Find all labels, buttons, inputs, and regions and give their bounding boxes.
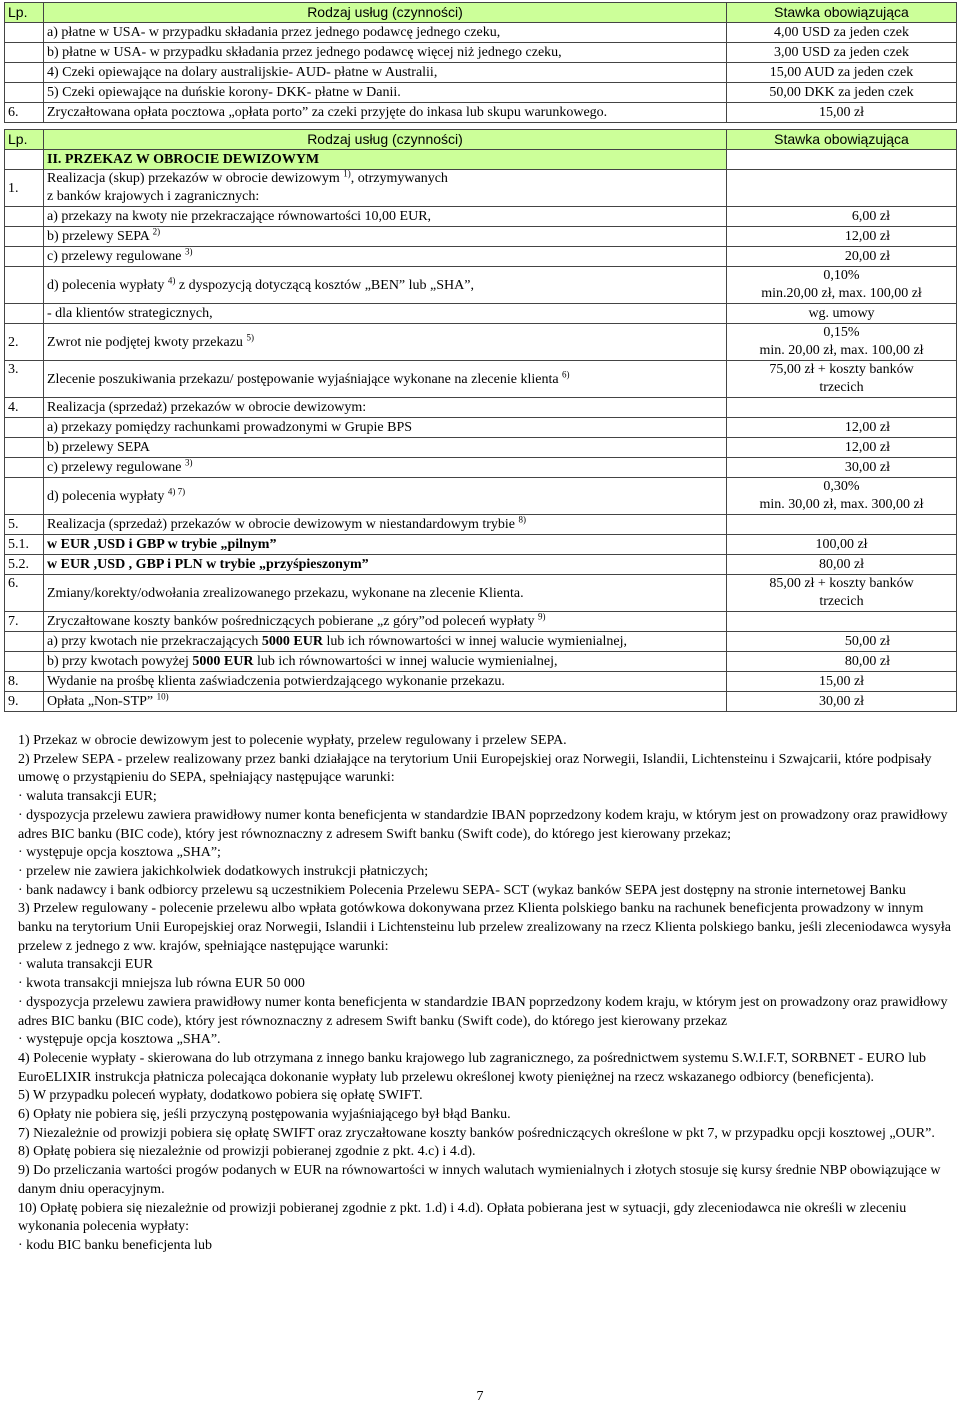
rate-cell: wg. umowy — [727, 304, 957, 324]
footnote: · bank nadawcy i bank odbiorcy przelewu są uczestnikiem Polecenia Przelewu SEPA- SCT (wykaz banków SEPA jest dostępny na stronie internetowej Banku — [18, 882, 906, 898]
section-title: II. PRZEKAZ W OBROCIE DEWIZOWYM — [44, 150, 727, 170]
rate-cell: 50,00 zł — [727, 632, 957, 652]
service-cell: Opłata „Non-STP” $^{10)}$ — [44, 692, 727, 712]
service-cell: Realizacja (skup) przekazów w obrocie dewizowym $^{1)}$, otrzymywanych z banków krajowych i zagranicznych: — [44, 170, 727, 207]
service-cell: d) polecenia wypłaty $^{4) 7)}$ — [44, 478, 727, 515]
footnote: 5) W przypadku poleceń wypłaty, dodatkowo pobiera się opłatę SWIFT. — [18, 1088, 423, 1104]
table-row — [5, 83, 957, 103]
rate-cell: 12,00 zł — [727, 418, 957, 438]
footnote: · waluta transakcji EUR; — [18, 789, 157, 805]
header-service: Rodzaj usług (czynności) — [44, 3, 727, 23]
table-header-row — [5, 130, 957, 150]
footnote: · dyspozycja przelewu zawiera prawidłowy numer konta beneficjenta w standardzie IBAN poprzedzony kodem kraju, w którym jest on prowadzony oraz prawidłowy adres BIC banku (BIC code), który jest równoznaczny z adresem Swift banku (Swift code), do którego jest kierowany przekaz — [18, 994, 948, 1029]
service-cell: a) przy kwotach nie przekraczających 5000 EUR lub ich równowartości w innej walucie wymienialnej, — [44, 632, 727, 652]
table-header-row — [5, 3, 957, 23]
table-row: 7. Zryczałtowane koszty banków pośredniczących pobierane „z góry”od poleceń wypłaty $^{9)}$ — [5, 612, 957, 632]
table-row: 1. Realizacja (skup) przekazów w obrocie dewizowym $^{1)}$, otrzymywanych z banków krajowych i zagranicznych: — [5, 170, 957, 207]
footnote: 7) Niezależnie od prowizji pobiera się opłatę SWIFT oraz zryczałtowane koszty banków pośredniczących określone w pkt 7, w przypadku opcji kosztowej „OUR”. — [18, 1125, 935, 1141]
rate-cell: 80,00 zł — [727, 555, 957, 575]
rate-cell: 85,00 zł + koszty banków trzecich — [727, 575, 957, 612]
service-cell: 4) Czeki opiewające na dolary australijskie- AUD- płatne w Australii, — [44, 63, 727, 83]
footnote: · przelew nie zawiera jakichkolwiek dodatkowych instrukcji płatniczych; — [18, 863, 429, 879]
header-lp: Lp. — [5, 130, 44, 150]
service-cell: a) przekazy pomiędzy rachunkami prowadzonymi w Grupie BPS — [44, 418, 727, 438]
service-cell: Zryczałtowane koszty banków pośredniczących pobierane „z góry”od poleceń wypłaty $^{9)}$ — [44, 612, 727, 632]
service-cell: b) przy kwotach powyżej 5000 EUR lub ich równowartości w innej walucie wymienialnej, — [44, 652, 727, 672]
table-row — [5, 207, 957, 227]
page-number: 7 — [476, 1389, 484, 1404]
footnote: 8) Opłatę pobiera się niezależnie od prowizji pobieranej zgodnie z pkt. 4.c) i 4.d). — [18, 1144, 476, 1160]
rate-cell: 75,00 zł + koszty banków trzecich — [727, 361, 957, 398]
footnote: 2) Przelew SEPA - przelew realizowany przez banki działające na terytorium Unii Europejskiej oraz Norwegii, Islandii, Lichtensteinu i Szwajcarii, które podpisały umowę o przystąpieniu do SEPA, spełniający następujące warunki: — [18, 751, 932, 786]
table-row: 5. Realizacja (sprzedaż) przekazów w obrocie dewizowym w niestandardowym trybie $^{8)}$ — [5, 515, 957, 535]
section-row — [5, 150, 957, 170]
table-row — [5, 438, 957, 458]
footnote: · kwota transakcji mniejsza lub równa EUR 50 000 — [18, 976, 305, 992]
rate-cell: 100,00 zł — [727, 535, 957, 555]
service-cell: w EUR ,USD , GBP i PLN w trybie „przyśpieszonym” — [44, 555, 727, 575]
footnote: 9) Do przeliczania wartości progów podanych w EUR na równowartości w innych walutach wymienialnych i złotych stosuje się kursy średnie NBP obowiązujące w danym dniu operacyjnym. — [18, 1163, 941, 1197]
rate-cell: 12,00 zł — [727, 438, 957, 458]
table-row — [5, 43, 957, 63]
footnote: 10) Opłatę pobiera się niezależnie od prowizji pobieranej zgodnie z pkt. 1.d) i 4.d). Opłata pobierana jest w sytuacji, gdy zleceniodawca nie określi w zleceniu wykonania polecenia wypłaty: — [18, 1200, 907, 1235]
header-rate: Stawka obowiązująca — [727, 130, 957, 150]
service-cell: Realizacja (sprzedaż) przekazów w obrocie dewizowym: — [44, 398, 727, 418]
table-row: 4. Realizacja (sprzedaż) przekazów w obrocie dewizowym: — [5, 398, 957, 418]
rate-cell: 0,10% min.20,00 zł, max. 100,00 zł — [727, 267, 957, 304]
rate-cell: 12,00 zł — [727, 227, 957, 247]
table-row: 3. Zlecenie poszukiwania przekazu/ postępowanie wyjaśniające wykonane na zlecenie klienta $^{6)}$ 75,00 zł + koszty banków trzecich — [5, 361, 957, 398]
rate-cell: 3,00 USD za jeden czek — [727, 43, 957, 63]
table-row: 6. Zmiany/korekty/odwołania zrealizowanego przekazu, wykonane na zlecenie Klienta. 85,00 zł + koszty banków trzecich — [5, 575, 957, 612]
header-service: Rodzaj usług (czynności) — [44, 130, 727, 150]
service-cell: w EUR ,USD i GBP w trybie „pilnym” — [44, 535, 727, 555]
fee-table-cheques — [4, 2, 957, 123]
service-cell: b) przelewy SEPA — [44, 438, 727, 458]
table-row — [5, 227, 957, 247]
service-cell: Zlecenie poszukiwania przekazu/ postępowanie wyjaśniające wykonane na zlecenie klienta $^{6)}$ — [44, 361, 727, 398]
service-cell: d) polecenia wypłaty $^{4)}$ z dyspozycją dotyczącą kosztów „BEN” lub „SHA”, — [44, 267, 727, 304]
rate-cell: 0,30% min. 30,00 zł, max. 300,00 zł — [727, 478, 957, 515]
table-row — [5, 23, 957, 43]
rate-cell: 0,15% min. 20,00 zł, max. 100,00 zł — [727, 324, 957, 361]
service-cell: Realizacja (sprzedaż) przekazów w obrocie dewizowym w niestandardowym trybie $^{8)}$ — [44, 515, 727, 535]
fee-table-transfers — [4, 129, 957, 712]
table-row — [5, 458, 957, 478]
table-row: 2. Zwrot nie podjętej kwoty przekazu $^{5)}$ 0,15% min. 20,00 zł, max. 100,00 zł — [5, 324, 957, 361]
header-lp: Lp. — [5, 3, 44, 23]
table-row — [5, 478, 957, 515]
rate-cell: 15,00 zł — [727, 672, 957, 692]
service-cell: b) płatne w USA- w przypadku składania przez jednego podawcę więcej niż jednego czeku, — [44, 43, 727, 63]
service-cell: 5) Czeki opiewające na duńskie korony- DKK- płatne w Danii. — [44, 83, 727, 103]
rate-cell: 30,00 zł — [727, 692, 957, 712]
service-cell: b) przelewy SEPA $^{2)}$ — [44, 227, 727, 247]
service-cell: Zmiany/korekty/odwołania zrealizowanego przekazu, wykonane na zlecenie Klienta. — [44, 575, 727, 612]
footnote: · występuje opcja kosztowa „SHA”; — [18, 845, 221, 861]
table-row — [5, 418, 957, 438]
service-cell: a) przekazy na kwoty nie przekraczające równowartości 10,00 EUR, — [44, 207, 727, 227]
footnote: · dyspozycja przelewu zawiera prawidłowy numer konta beneficjenta w standardzie IBAN poprzedzony kodem kraju, w którym jest on prowadzony oraz prawidłowy adres BIC banku (BIC code), który jest równoznaczny z adresem Swift banku (Swift code), do którego jest kierowany przekaz; — [18, 807, 948, 842]
footnote: · waluta transakcji EUR — [18, 957, 153, 973]
service-cell: Wydanie na prośbę klienta zaświadczenia potwierdzającego wykonanie przekazu. — [44, 672, 727, 692]
service-cell: Zwrot nie podjętej kwoty przekazu $^{5)}$ — [44, 324, 727, 361]
rate-cell: 4,00 USD za jeden czek — [727, 23, 957, 43]
footnote: 1) Przekaz w obrocie dewizowym jest to polecenie wypłaty, przelew regulowany i przelew SEPA. — [18, 733, 567, 748]
footnote: 4) Polecenie wypłaty - skierowana do lub otrzymana z innego banku krajowego lub zagranicznego, za pośrednictwem systemu S.W.I.F.T, SORBNET - EURO lub EuroELIXIR instrukcja płatnicza polecająca dokonanie wypłaty lub przelewu określonej kwoty pieniężnej na rzecz wskazanego odbiorcy (beneficjenta). — [18, 1050, 927, 1085]
service-cell: - dla klientów strategicznych, — [44, 304, 727, 324]
service-cell: Zryczałtowana opłata pocztowa „opłata porto” za czeki przyjęte do inkasa lub skupu warunkowego. — [44, 103, 727, 123]
table-row — [5, 652, 957, 672]
rate-cell: 30,00 zł — [727, 458, 957, 478]
footnote: · kodu BIC banku beneficjenta lub — [18, 1237, 213, 1253]
footnote: 6) Opłaty nie pobiera się, jeśli przyczyną postępowania wyjaśniającego był błąd Banku. — [18, 1107, 511, 1123]
table-row: 9. Opłata „Non-STP” $^{10)}$ 30,00 zł — [5, 692, 957, 712]
rate-cell: 80,00 zł — [727, 652, 957, 672]
table-row — [5, 632, 957, 652]
service-cell: c) przelewy regulowane $^{3)}$ — [44, 458, 727, 478]
footnote: · występuje opcja kosztowa „SHA”. — [18, 1032, 221, 1048]
table-row: 8. Wydanie na prośbę klienta zaświadczenia potwierdzającego wykonanie przekazu. 15,00 zł — [5, 672, 957, 692]
table-row — [5, 304, 957, 324]
footnotes — [18, 732, 952, 1256]
rate-cell: 15,00 AUD za jeden czek — [727, 63, 957, 83]
table-row — [5, 63, 957, 83]
table-row: 6. Zryczałtowana opłata pocztowa „opłata porto” za czeki przyjęte do inkasa lub skupu warunkowego. 15,00 zł — [5, 103, 957, 123]
footnote: 3) Przelew regulowany - polecenie przelewu albo wpłata gotówkowa dokonywana przez Klienta polskiego banku na rachunek beneficjenta prowadzony w innym banku na terytorium Unii Europejskiej oraz Norwegii, Islandii i Lichtensteinu lub przelew zrealizowany na rzecz Klienta polskiego banku, jeśli zleceniodawca wysyła przelew z jednego z ww. krajów, spełniające następujące warunki: — [18, 901, 952, 954]
service-cell: c) przelewy regulowane $^{3)}$ — [44, 247, 727, 267]
service-cell: a) płatne w USA- w przypadku składania przez jednego podawcę jednego czeku, — [44, 23, 727, 43]
rate-cell: 20,00 zł — [727, 247, 957, 267]
table-row: 5.2. w EUR ,USD , GBP i PLN w trybie „przyśpieszonym” 80,00 zł — [5, 555, 957, 575]
header-rate: Stawka obowiązująca — [727, 3, 957, 23]
rate-cell: 15,00 zł — [727, 103, 957, 123]
table-row: 5.1. w EUR ,USD i GBP w trybie „pilnym” 100,00 zł — [5, 535, 957, 555]
rate-cell: 50,00 DKK za jeden czek — [727, 83, 957, 103]
table-row — [5, 247, 957, 267]
rate-cell: 6,00 zł — [727, 207, 957, 227]
table-row — [5, 267, 957, 304]
